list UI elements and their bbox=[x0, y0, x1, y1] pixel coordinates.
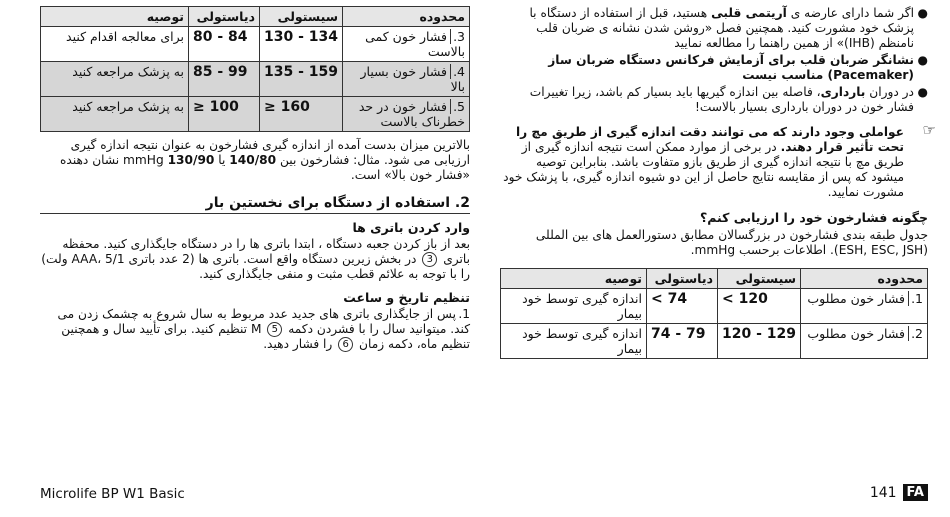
bp-table-2 bbox=[40, 6, 470, 132]
battery-text: بعد از باز کردن جعبه دستگاه ، ابتدا باتری ها را در دستگاه جایگذاری کنید. محفظه باتری 3 در بخش زیرین دستگاه واقع است. باتری ها (2 عدد باتری AAA، 5/1 ولت) را با توجه به علائم قطب مثبت و منفی جایگذاری کنید. bbox=[41, 237, 470, 281]
bullet-icon: ● bbox=[917, 85, 928, 99]
evaluation-heading: چگونه فشارخون خود را ارزیابی کنم؟ bbox=[699, 210, 928, 225]
bullet-pacemaker: ● نشانگر ضربان قلب برای آزمایش فرکانس دستگاه ضربان ساز (Pacemaker) مناسب نیست bbox=[548, 53, 928, 82]
table-header: سیستولی bbox=[717, 269, 800, 289]
table-row: 3.فشار خون کمی بالاست 130 - 134 80 - 84 برای معالجه اقدام کنید bbox=[41, 27, 470, 62]
bullet-icon: ● bbox=[917, 53, 928, 67]
section-title: 2. استفاده از دستگاه برای نخستین بار bbox=[40, 195, 470, 214]
highest-value-text: بالاترین میزان بدست آمده از اندازه گیری فشارخون به عنوان نتیجه اندازه گیری ارزیابی می شود. مثال: فشارخون بین 140/80 یا 130/90 mmHg نشان دهنده «فشار خون بالا» است. bbox=[60, 138, 470, 182]
datetime-step-1: 1.پس از جایگذاری باتری های جدید عدد مربوط به سال شروع به چشمک زدن می کند. میتوانید سال را با فشردن دکمه 5 M تنظیم کنید. برای تأیید سال و همچنین تنظیم ماه، دکمه زمان 6 را فشار دهید. bbox=[57, 307, 470, 351]
right-column bbox=[500, 6, 936, 359]
pointing-hand-icon: ☞ bbox=[922, 121, 936, 139]
table-row: 1.فشار خون مطلوب < 120 < 74 اندازه گیری توسط خود بیمار bbox=[501, 289, 928, 324]
table-row: 5.فشار خون در حد خطرناک بالاست ≥ 160 ≥ 100 به پزشک مراجعه کنید bbox=[41, 97, 470, 132]
footer-model: Microlife BP W1 Basic bbox=[40, 486, 185, 502]
table-header: سیستولی bbox=[259, 7, 342, 27]
table-header: توصیه bbox=[501, 269, 647, 289]
table-header: دیاستولی bbox=[188, 7, 259, 27]
bullet-pregnancy: ● در دوران بارداری، فاصله بین اندازه گیریها باید بسیار کم باشد، زیرا تغییرات فشار خون در دوران بارداری بسیار بالاست! bbox=[529, 85, 928, 114]
language-badge: FA bbox=[903, 484, 928, 501]
battery-heading: وارد کردن باتری ها bbox=[352, 220, 470, 235]
footer-page bbox=[870, 484, 928, 501]
ref-number-badge: 3 bbox=[422, 252, 437, 267]
bullet-icon: ● bbox=[917, 6, 928, 20]
evaluation-text: جدول طبقه بندی فشارخون در بزرگسالان مطابق دستورالعمل های بین المللی (ESH, ESC, JSH). اطلاعات برحسب mmHg. bbox=[535, 228, 928, 257]
bp-table-1 bbox=[500, 268, 928, 359]
table-row: 2.فشار خون مطلوب 120 - 129 74 - 79 اندازه گیری توسط خود بیمار bbox=[501, 324, 928, 359]
ref-number-badge: 6 bbox=[338, 337, 353, 352]
left-column bbox=[40, 6, 470, 352]
page-number: 141 bbox=[869, 484, 897, 501]
ref-number-badge: 5 bbox=[267, 322, 282, 337]
table-header: محدوده bbox=[801, 269, 928, 289]
table-header: توصیه bbox=[41, 7, 189, 27]
table-row: 4.فشار خون بسیار بالا 135 - 159 85 - 99 به پزشک مراجعه کنید bbox=[41, 62, 470, 97]
wrist-accuracy-note: ☞ عواملی وجود دارند که می توانند دقت اندازه گیری از طریق مچ را تحت تأثیر قرار دهند. در برخی از موارد ممکن است نتیجه اندازه گیری از طریق مچ با نتیجه اندازه گیری از طریق بازو متفاوت باشد. بنابراین توصیه میشود که پس از مقایسه نتایج حاصل از این دو شیوه اندازه گیری، با پزشک خود مشورت نمایید. bbox=[503, 121, 936, 199]
bullet-arrhythmia: ● اگر شما دارای عارضه ی آریتمی قلبی هستید، قبل از استفاده از دستگاه با پزشک خود مشورت کنید. همچنین فصل «روشن شدن نشانه ی ضربان قلب نامنظم (IHB)» از همین راهنما را مطالعه نمایید bbox=[529, 6, 928, 50]
datetime-heading: تنظیم تاریخ و ساعت bbox=[343, 290, 470, 305]
table-header: محدوده bbox=[343, 7, 470, 27]
table-header: دیاستولی bbox=[646, 269, 717, 289]
